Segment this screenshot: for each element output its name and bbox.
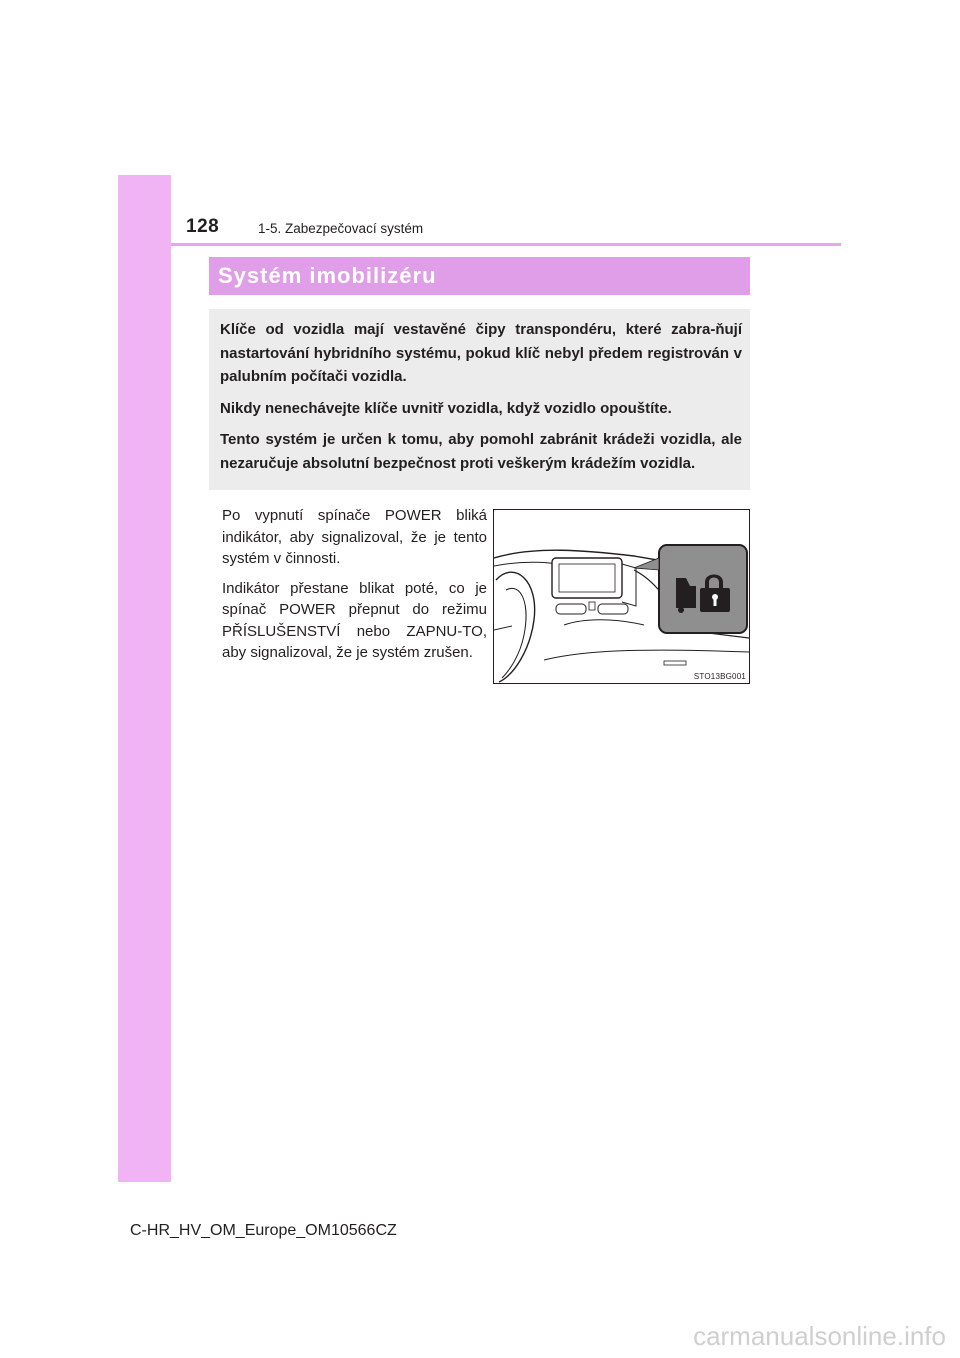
page-heading: Systém imobilizéru (209, 257, 750, 295)
figure-code: STO13BG001 (693, 672, 746, 681)
dashboard-illustration (493, 509, 750, 684)
body-text (222, 505, 487, 672)
body-paragraph: Po vypnutí spínače POWER bliká indikátor, aby signalizoval, že je tento systém v činnosti. (222, 507, 487, 567)
header-rule (171, 243, 841, 246)
watermark: carmanualsonline.info (693, 1321, 946, 1351)
footer-document-id: C-HR_HV_OM_Europe_OM10566CZ (130, 1222, 397, 1239)
summary-paragraph: Nikdy nenechávejte klíče uvnitř vozidla, když vozidlo opouštíte. (220, 399, 672, 417)
side-color-band (118, 175, 171, 1182)
section-title: 1-5. Zabezpečovací systém (258, 221, 424, 236)
summary-paragraph: Tento systém je určen k tomu, aby pomohl zabránit krádeži vozidla, ale nezaručuje absolutní bezpečnost proti veškerým krádežím vozidla. (220, 431, 742, 472)
summary-paragraph: Klíče od vozidla mají vestavěné čipy transpondéru, které zabra-ňují nastartování hybridního systému, pokud klíč nebyl předem registrován v palubním počítači vozidla. (220, 321, 742, 385)
body-paragraph: Indikátor přestane blikat poté, co je spínač POWER přepnut do režimu PŘÍSLUŠENSTVÍ nebo ZAPNU-TO, aby signalizoval, že je systém zrušen. (222, 579, 487, 661)
dashboard-drawing (494, 510, 749, 683)
page-number: 128 (186, 216, 220, 237)
summary-box (209, 309, 750, 490)
